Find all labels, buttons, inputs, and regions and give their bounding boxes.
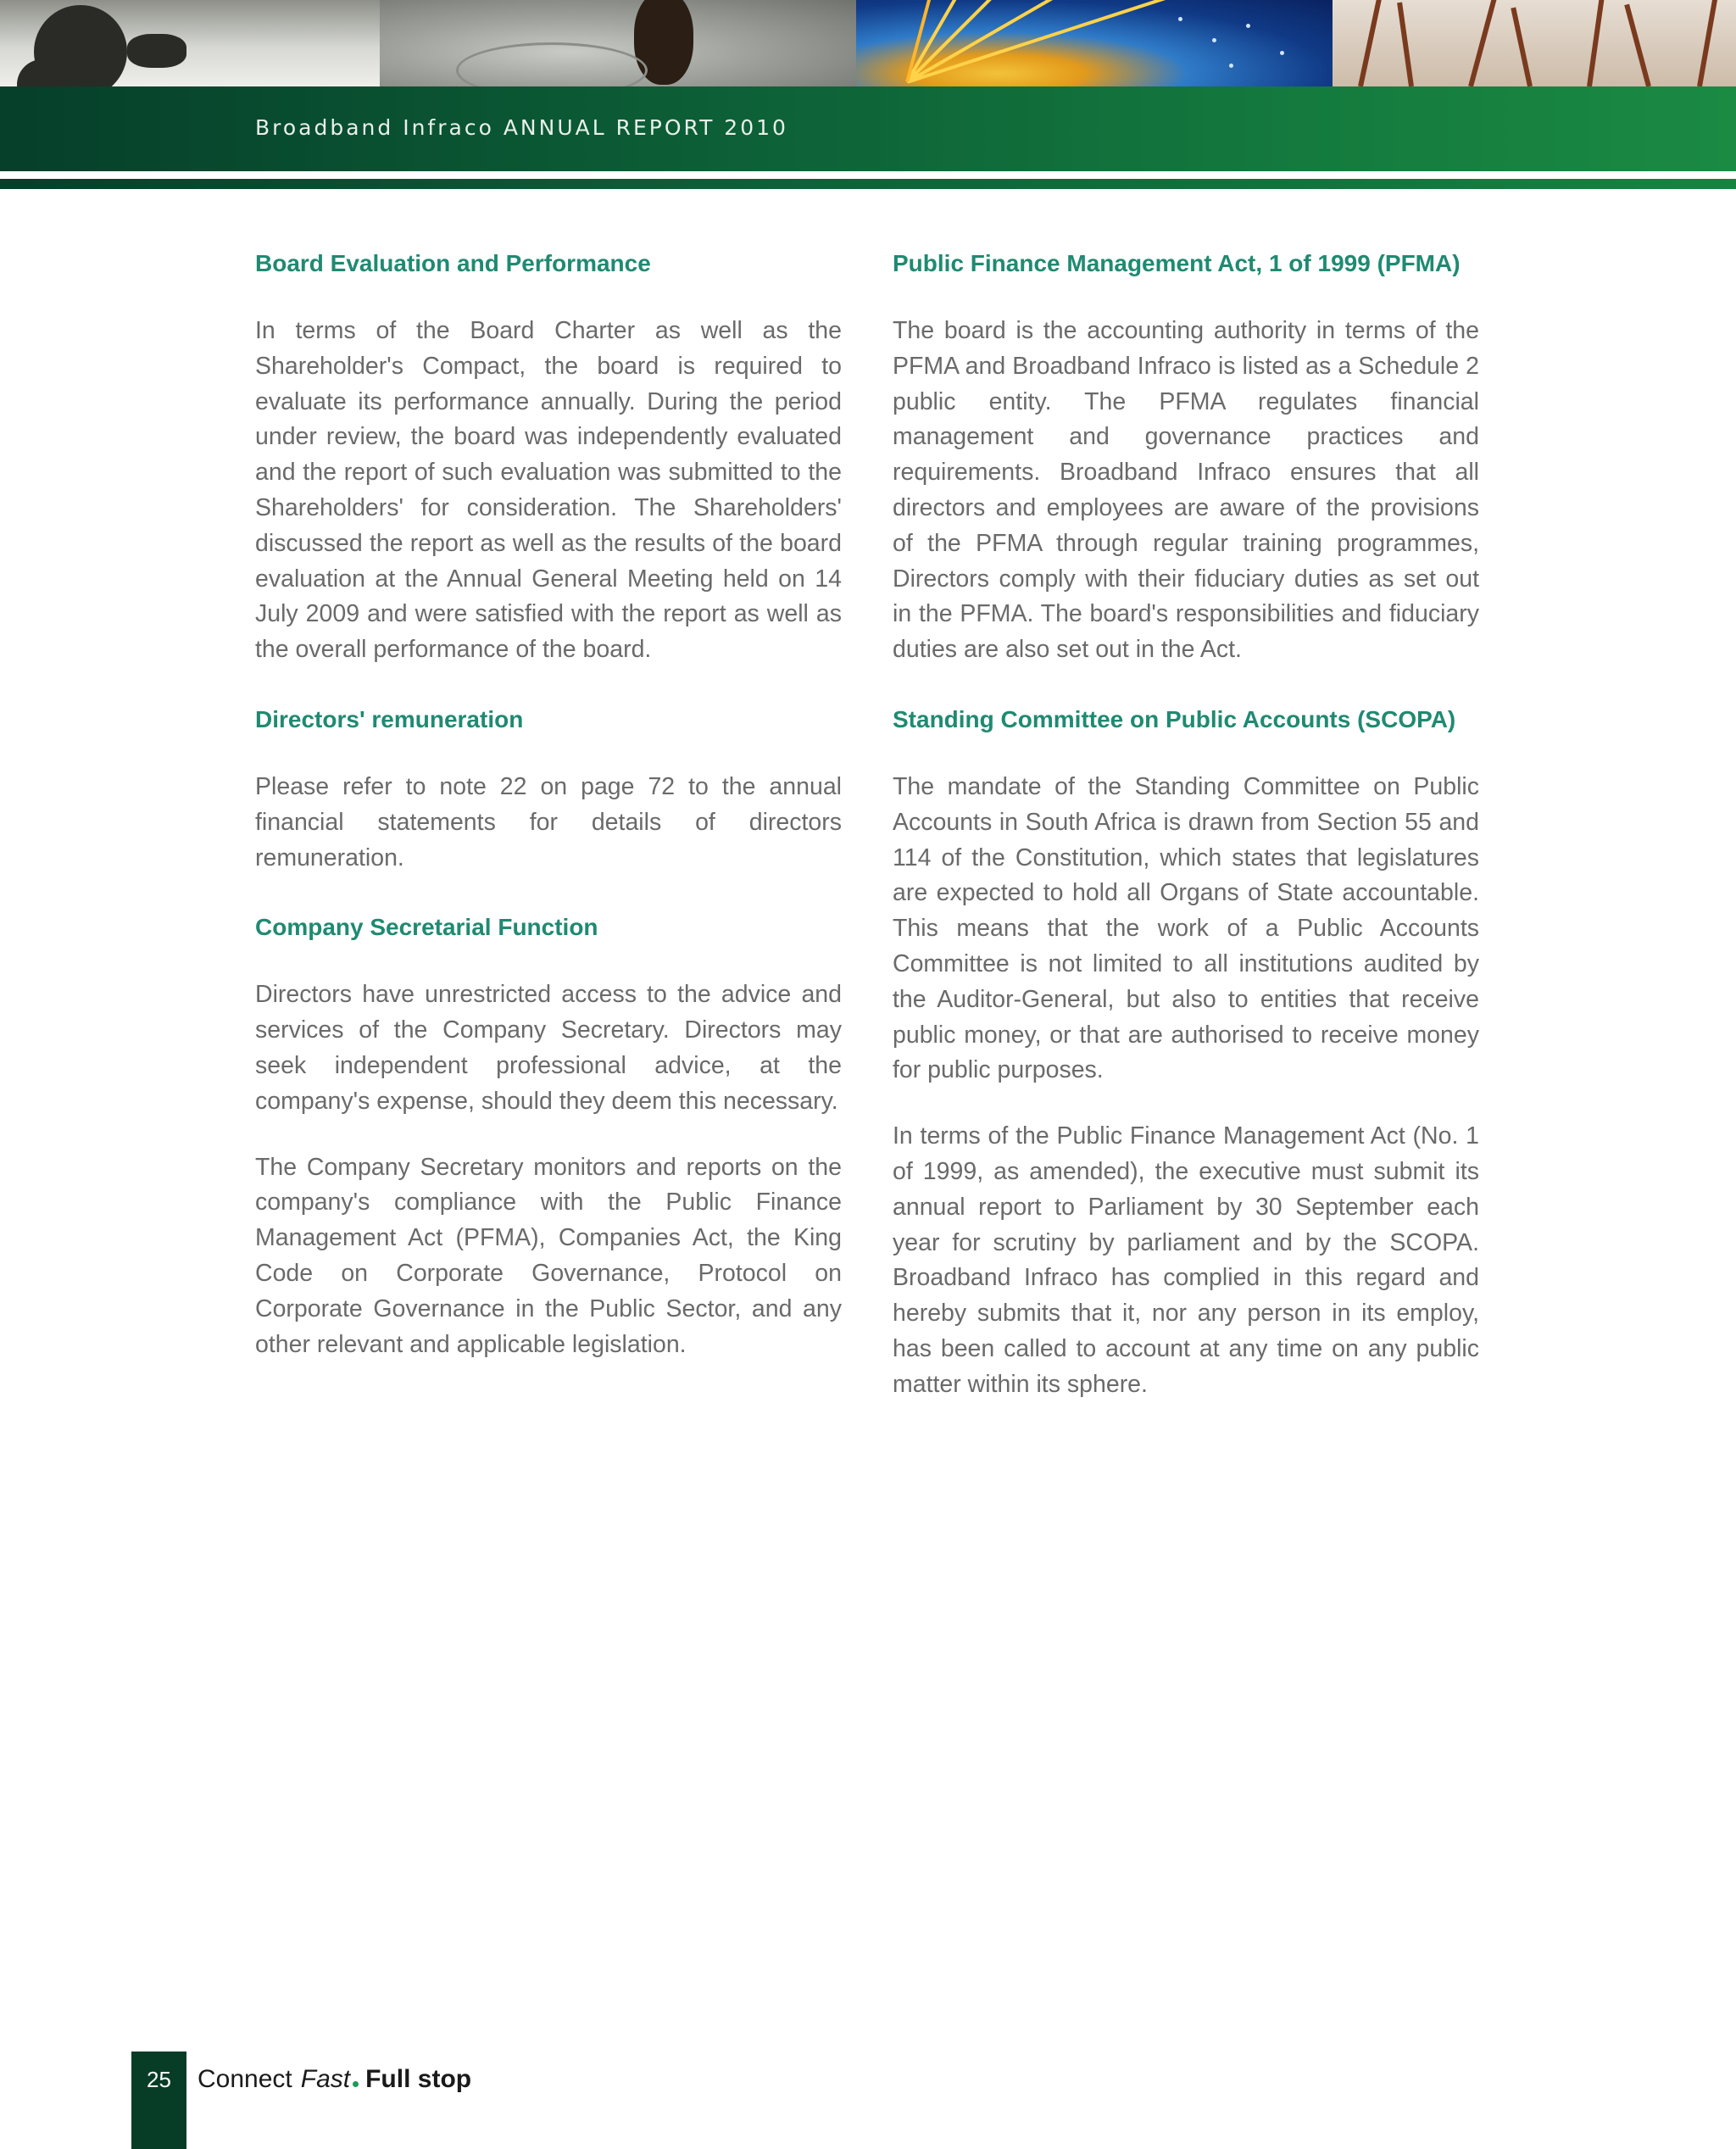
- left-column: [255, 242, 842, 1362]
- paragraph-company-secretary-compliance: The Company Secretary monitors and reports on the company's compliance with the Public Finance Management Act (PFMA), Companies Act, the King Code on Corporate Governance, Protocol on Corporate Governance in the Public Sector, and any other relevant and applicable legislation.: [255, 1153, 842, 1358]
- photo-optical-fibres: [856, 0, 1333, 86]
- tagline-full-stop: Full stop: [365, 2065, 472, 2093]
- tagline-fast: Fast: [300, 2065, 351, 2093]
- photo-water-ripples: [380, 0, 856, 86]
- tagline-dot-icon: [353, 2081, 359, 2087]
- section-heading-scopa: Standing Committee on Public Accounts (SCOPA): [893, 705, 1456, 732]
- paragraph-board-evaluation: In terms of the Board Charter as well as the Shareholder's Compact, the board is required to evaluate its performance annually. During the period under review, the board was independently evaluated and the report of such evaluation was submitted to the Shareholders' for consideration. The Shareholders' discussed the report as well as the results of the board evaluation at the Annual General Meeting held on 14 July 2009 and were satisfied with the report as well as the overall performance of the board.: [255, 317, 842, 664]
- photo-person-silhouette: [0, 0, 380, 86]
- tagline-connect: Connect: [198, 2065, 292, 2093]
- paragraph-company-secretary-access: Directors have unrestricted access to the advice and services of the Company Secretary. Directors may seek independent professional advice, at the company's expense, should they deem this necessary.: [255, 981, 842, 1115]
- section-heading-pfma: Public Finance Management Act, 1 of 1999 (PFMA): [893, 250, 1461, 276]
- header-photo-strip: [0, 0, 1736, 86]
- section-heading-board-evaluation: Board Evaluation and Performance: [255, 250, 651, 276]
- right-column: [893, 242, 1479, 1403]
- report-title: Broadband Infraco ANNUAL REPORT 2010: [255, 115, 788, 140]
- paragraph-pfma: The board is the accounting authority in terms of the PFMA and Broadband Infraco is listed as a Schedule 2 public entity. The PFMA regulates financial management and governance practices and requirements. Broadband Infraco ensures that all directors and employees are aware of the provisions of the PFMA through regular training programmes, Directors comply with their fiduciary duties as set out in the PFMA. The board's responsibilities and fiduciary duties are also set out in the Act.: [893, 317, 1479, 664]
- page-number: 25: [147, 2067, 171, 2092]
- paragraph-scopa-annual-report: In terms of the Public Finance Management Act (No. 1 of 1999, as amended), the executive must submit its annual report to Parliament by 30 September each year for scrutiny by parliament and by the SCOPA. Broadband Infraco has complied in this regard and hereby submits that it, nor any person in its employ, has been called to account at any time on any public matter within its sphere.: [893, 1122, 1479, 1398]
- paragraph-scopa-mandate: The mandate of the Standing Committee on Public Accounts in South Africa is drawn from Section 55 and 114 of the Constitution, which states that legislatures are expected to hold all Organs of State accountable. This means that the work of a Public Accounts Committee is not limited to all institutions audited by the Auditor-General, but also to entities that receive public money, or that are authorised to receive money for public purposes.: [893, 772, 1479, 1084]
- section-heading-directors-remuneration: Directors' remuneration: [255, 705, 524, 732]
- section-heading-company-secretarial: Company Secretarial Function: [255, 914, 598, 941]
- header-band: [0, 86, 1736, 171]
- header-stripe: [0, 179, 1736, 189]
- footer-tagline: [198, 2065, 471, 2094]
- page-number-tab: [131, 2052, 186, 2149]
- photo-grass-stalks: [1333, 0, 1736, 86]
- paragraph-directors-remuneration: Please refer to note 22 on page 72 to the annual financial statements for details of directors remuneration.: [255, 772, 842, 871]
